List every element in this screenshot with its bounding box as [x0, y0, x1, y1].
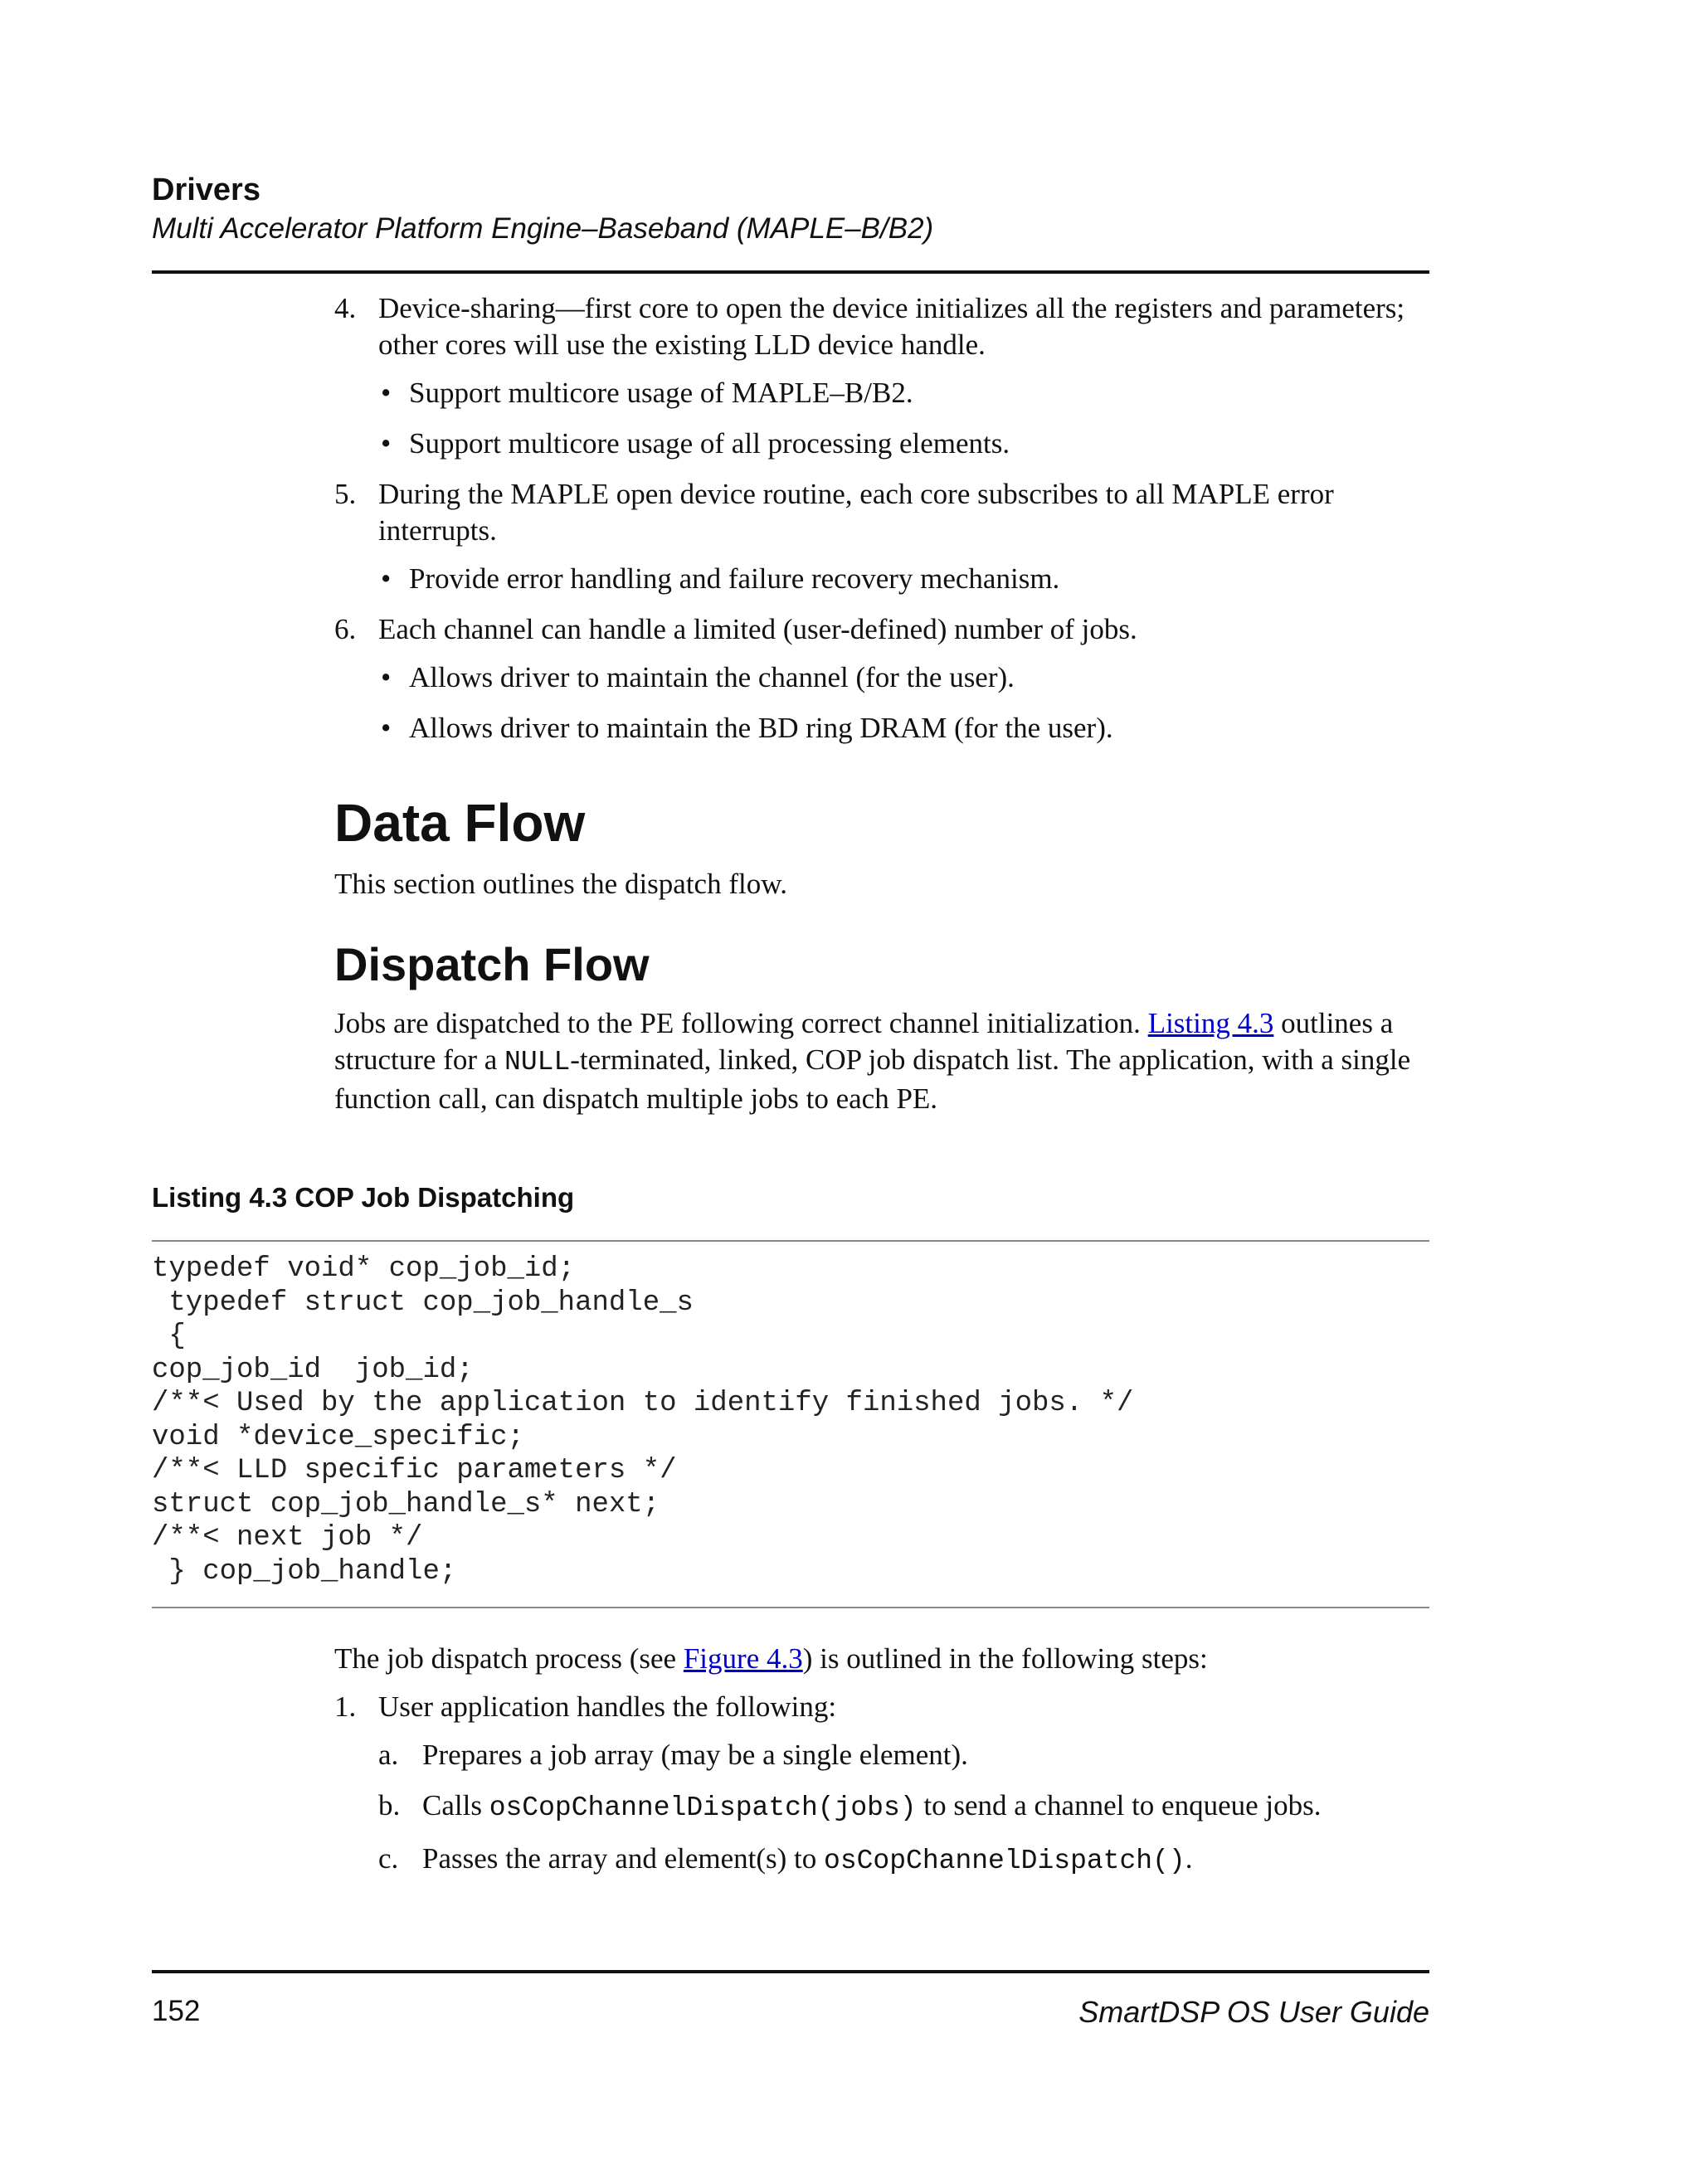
list-item-5 — [334, 476, 1438, 549]
listing-top-rule — [152, 1240, 1429, 1242]
running-header-subtitle: Multi Accelerator Platform Engine–Baseband (MAPLE–B/B2) — [152, 212, 934, 245]
bullet-marker: • — [381, 427, 392, 460]
substep-b — [334, 1788, 1438, 1826]
bullet-marker: • — [381, 661, 392, 693]
list-item-text: User application handles the following: — [378, 1690, 837, 1723]
bullet-text: Allows driver to maintain the channel (for the user). — [409, 661, 1015, 693]
list-item-4 — [334, 290, 1438, 363]
bullet-text: Support multicore usage of MAPLE–B/B2. — [409, 377, 913, 409]
bullet-marker: • — [381, 377, 392, 409]
list-item-6 — [334, 611, 1438, 648]
paragraph-text: -terminated, linked, COP job dispatch list. The application, with a single function call, can dispatch multiple jobs to each PE. — [334, 1043, 1411, 1115]
data-flow-intro: This section outlines the dispatch flow. — [334, 868, 787, 900]
substep-text: . — [1185, 1842, 1193, 1875]
list-item-text: During the MAPLE open device routine, each core subscribes to all MAPLE error interrupts. — [378, 478, 1334, 547]
footer-rule — [152, 1970, 1429, 1973]
bullet-item — [334, 375, 1438, 411]
substep-marker: c. — [378, 1842, 399, 1875]
bullet-text: Support multicore usage of all processing elements. — [409, 427, 1010, 460]
paragraph-text: ) is outlined in the following steps: — [802, 1642, 1208, 1675]
substep-text: to send a channel to enqueue jobs. — [916, 1789, 1322, 1822]
section-heading-dispatch-flow: Dispatch Flow — [334, 938, 650, 990]
listing-4-3-link[interactable]: Listing 4.3 — [1147, 1007, 1274, 1039]
bullet-item — [334, 426, 1438, 462]
listing-bottom-rule — [152, 1607, 1429, 1608]
bullet-item — [334, 659, 1438, 696]
substep-marker: b. — [378, 1789, 401, 1822]
section-heading-data-flow: Data Flow — [334, 793, 586, 853]
paragraph-text: The job dispatch process (see — [334, 1642, 684, 1675]
steps-intro — [334, 1641, 1438, 1677]
dispatch-flow-paragraph — [334, 1005, 1438, 1117]
list-item-text: Each channel can handle a limited (user-defined) number of jobs. — [378, 613, 1137, 645]
dispatch-steps — [334, 1641, 1438, 1894]
dispatch-call-code: osCopChannelDispatch(jobs) — [489, 1792, 917, 1823]
running-header-title: Drivers — [152, 173, 260, 207]
header-rule — [152, 270, 1429, 274]
substep-a — [334, 1737, 1438, 1773]
figure-4-3-link[interactable]: Figure 4.3 — [683, 1642, 803, 1675]
list-item-text: Device-sharing—first core to open the device initializes all the registers and parameters; other cores will use the existing LLD device handle. — [378, 292, 1405, 361]
bullet-item — [334, 561, 1438, 597]
list-number: 5. — [334, 478, 357, 510]
substep-text: Prepares a job array (may be a single element). — [422, 1739, 968, 1771]
listing-title: Listing 4.3 COP Job Dispatching — [152, 1182, 575, 1213]
substep-text: Passes the array and element(s) to — [422, 1842, 825, 1875]
list-number: 6. — [334, 613, 357, 645]
code-listing: typedef void* cop_job_id; typedef struct cop_job_handle_s { cop_job_id job_id; /**< Used by the application to identify finished jobs. */ void *device_specific; /**< LLD specific parameters */ struct cop_job_handle_s* next; /**< next job */ } cop_job_handle; — [152, 1253, 1134, 1588]
substep-c — [334, 1841, 1438, 1880]
substep-marker: a. — [378, 1739, 399, 1771]
bullet-text: Allows driver to maintain the BD ring DRAM (for the user). — [409, 712, 1113, 744]
paragraph-text: outlines a structure for a — [334, 1007, 1394, 1076]
bullet-marker: • — [381, 712, 392, 744]
list-number: 1. — [334, 1690, 357, 1723]
page-number: 152 — [152, 1995, 201, 2027]
substep-text: Calls — [422, 1789, 489, 1822]
bullet-item — [334, 710, 1438, 747]
bullet-text: Provide error handling and failure recovery mechanism. — [409, 562, 1060, 595]
main-content — [334, 290, 1438, 1117]
paragraph-text: Jobs are dispatched to the PE following correct channel initialization. — [334, 1007, 1148, 1039]
footer-title: SmartDSP OS User Guide — [1078, 1995, 1429, 2029]
dispatch-function-code: osCopChannelDispatch() — [824, 1846, 1185, 1876]
step-1 — [334, 1689, 1438, 1725]
bullet-marker: • — [381, 562, 392, 595]
null-code: NULL — [504, 1047, 571, 1077]
list-number: 4. — [334, 292, 357, 324]
